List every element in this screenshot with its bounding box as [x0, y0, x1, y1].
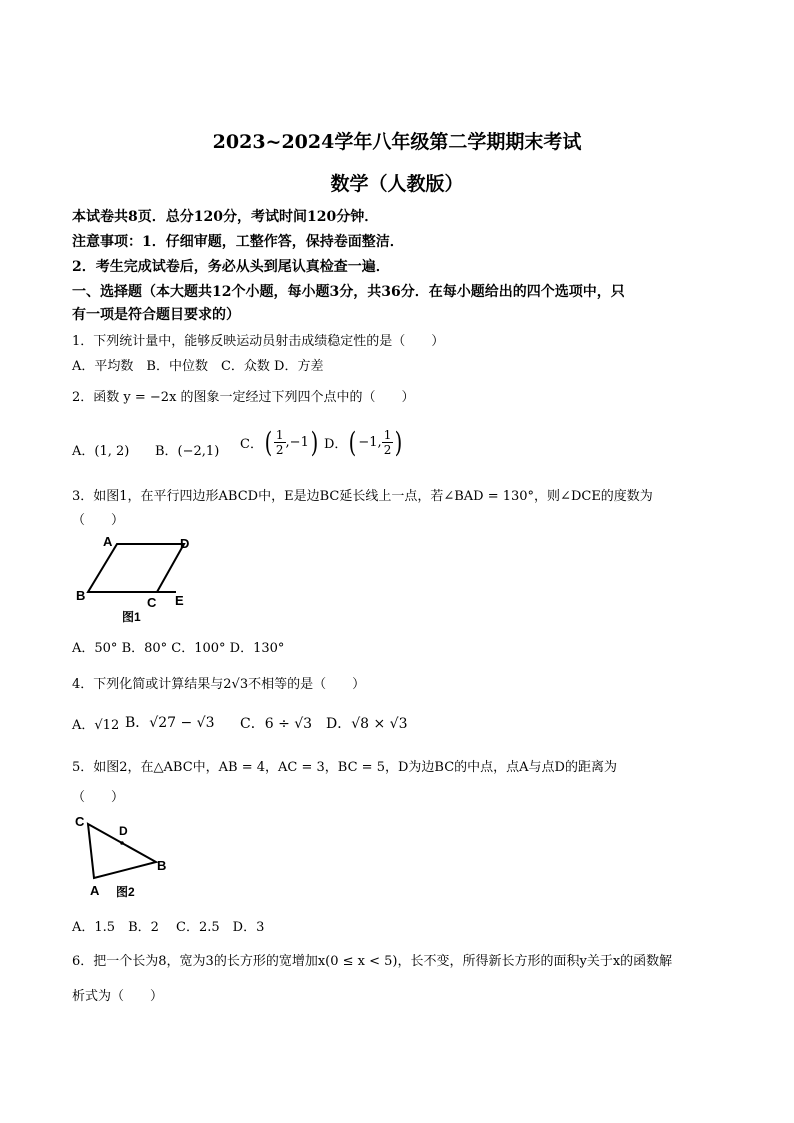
intro-line-1: 本试卷共8页．总分120分，考试时间120分钟．: [72, 209, 379, 225]
paren-right: ): [394, 426, 403, 459]
numerator: 1: [275, 428, 284, 442]
exam-title: 2023~2024学年八年级第二学期期末考试: [212, 131, 582, 153]
q1-stem: 1．下列统计量中，能够反映运动员射击成绩稳定性的是（ ）: [72, 334, 445, 349]
q2-option-b: B．(−2,1): [155, 444, 220, 459]
q2-option-a: A．(1, 2): [72, 444, 130, 459]
fraction: [382, 428, 394, 457]
denominator: 2: [383, 443, 392, 457]
exam-subtitle: 数学（人教版）: [330, 173, 464, 195]
q5-options: A．1.5 B．2 C．2.5 D．3: [72, 920, 265, 935]
value: −1: [289, 435, 309, 450]
fraction: [274, 428, 286, 457]
paren-left: (: [349, 426, 357, 459]
fig2-label-d: D: [119, 824, 128, 838]
q5-paren: （ ）: [72, 790, 125, 805]
q4-option-a: A．√12: [72, 718, 120, 733]
fig1-label-a: A: [103, 534, 113, 549]
value: −1: [358, 435, 378, 450]
q5-stem: 5．如图2，在△ABC中，AB = 4，AC = 3，BC = 5，D为边BC的中点，点A与点D的距离为: [72, 760, 617, 775]
section-heading-line-2: 有一项是符合题目要求的）: [72, 307, 240, 323]
numerator: 1: [383, 428, 392, 442]
q4-option-b: B．√27 − √3: [125, 715, 215, 731]
paren-right: ): [310, 426, 319, 459]
q2-option-d-label: D．: [324, 437, 348, 452]
comma: ,: [377, 435, 382, 450]
intro-line-2: 注意事项：1．仔细审题，工整作答，保持卷面整洁．: [72, 234, 404, 250]
q2-option-c-label: C．: [240, 437, 263, 452]
q2-option-d: [324, 426, 404, 459]
q3-stem: 3．如图1，在平行四边形ABCD中，E是边BC延长线上一点，若∠BAD = 130°，则∠DCE的度数为: [72, 489, 653, 504]
fig2-label-b: B: [157, 858, 167, 873]
q4-option-d: D．√8 × √3: [326, 716, 408, 732]
q4-option-c: C．6 ÷ √3: [240, 716, 313, 732]
fig2-label-a: A: [90, 883, 100, 898]
fig1-label-d: D: [180, 536, 190, 551]
figure-2-triangle: [72, 812, 182, 907]
fig1-label-b: B: [76, 588, 86, 603]
figure-1-parallelogram: [72, 530, 202, 630]
paren-left: (: [264, 426, 273, 459]
q1-options: A．平均数 B．中位数 C．众数 D．方差: [72, 359, 324, 374]
fig2-caption: 图2: [116, 885, 135, 899]
intro-line-3: 2．考生完成试卷后，务必从头到尾认真检查一遍．: [72, 259, 390, 275]
q6-stem-line-1: 6．把一个长为8，宽为3的长方形的宽增加x(0 ≤ x < 5)，长不变，所得新长方形的面积y关于x的函数解: [72, 954, 673, 969]
q3-paren: （ ）: [72, 513, 125, 528]
q3-options: A．50° B．80° C．100° D．130°: [72, 641, 285, 656]
q2-stem: 2．函数 y = −2x 的图象一定经过下列四个点中的（ ）: [72, 390, 415, 405]
denominator: 2: [275, 443, 284, 457]
q2-option-c: [240, 426, 320, 459]
comma: ,: [285, 435, 290, 450]
fig2-label-c: C: [75, 814, 85, 829]
fig1-label-e: E: [175, 593, 184, 608]
q6-stem-line-2: 析式为（ ）: [72, 989, 164, 1004]
section-heading-line-1: 一、选择题（本大题共12个小题，每小题3分，共36分．在每小题给出的四个选项中，只: [72, 284, 625, 300]
q4-stem: 4．下列化简或计算结果与2√3不相等的是（ ）: [72, 677, 366, 692]
fig1-caption: 图1: [122, 610, 141, 624]
fig1-label-c: C: [147, 595, 157, 610]
